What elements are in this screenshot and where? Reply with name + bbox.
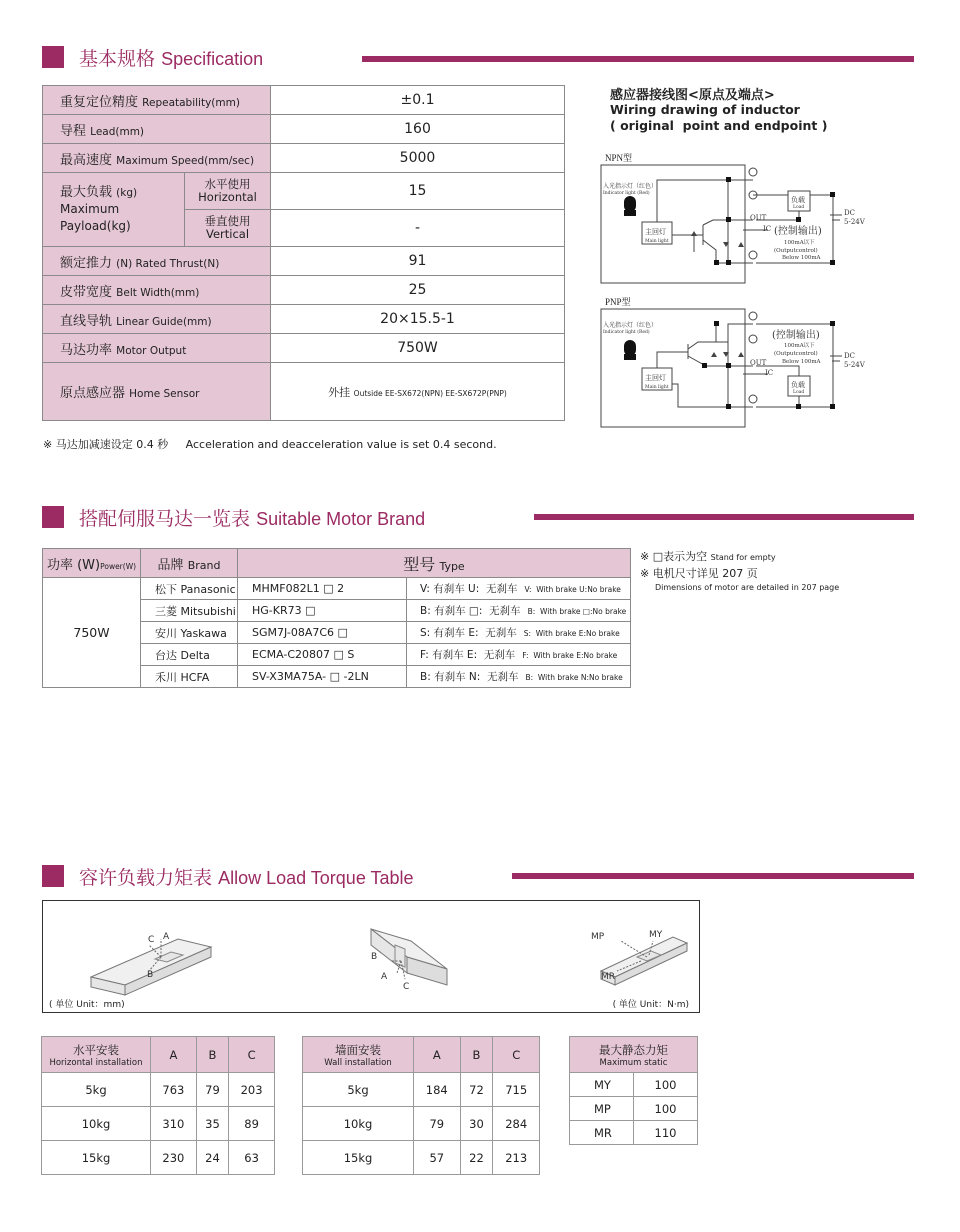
spec-label: 直线导轨 Linear Guide(mm): [43, 305, 271, 334]
spec-row: [43, 86, 565, 115]
brand-cell: 松下 Panasonic: [141, 578, 238, 600]
svg-text:Indicator light (Red): Indicator light (Red): [603, 330, 650, 335]
svg-text:C: C: [403, 982, 410, 992]
col-a: A: [414, 1037, 461, 1073]
col-c: C: [493, 1037, 540, 1073]
horizontal-torque-table: [41, 1036, 275, 1175]
table-row: 15kg 57 22 213: [303, 1141, 540, 1175]
spec-value: 5000: [271, 144, 565, 173]
motor-table: [42, 548, 631, 688]
section-rule: [534, 514, 914, 520]
svg-text:100mA以下: 100mA以下: [784, 240, 815, 246]
motor-header-row: [43, 549, 631, 578]
brand-cell: 台达 Delta: [141, 644, 238, 666]
svg-text:(Outputcontrol): (Outputcontrol): [774, 351, 818, 357]
power-value: 750W: [43, 578, 141, 688]
title-en: Specification: [161, 49, 264, 69]
svg-text:Main light: Main light: [645, 385, 669, 390]
payload-vertical-label: 垂直使用 Vertical: [185, 210, 271, 247]
svg-text:(Outputcontrol): (Outputcontrol): [774, 248, 818, 254]
col-a: A: [151, 1037, 197, 1073]
power-header: 功率 (W)Power(W): [43, 549, 141, 578]
spec-row: [43, 247, 565, 276]
wall-header: 墙面安装 Wall installation: [303, 1037, 414, 1073]
spec-value: 25: [271, 276, 565, 305]
motor-note-2-en: Dimensions of motor are detailed in 207 page: [655, 583, 840, 592]
svg-text:C: C: [148, 935, 155, 945]
svg-text:MR: MR: [601, 972, 616, 982]
spec-row: [43, 276, 565, 305]
svg-text:Below 100mA: Below 100mA: [782, 255, 821, 261]
unit-nm: ( 单位 Unit：N·m): [612, 1000, 689, 1010]
pnp-wiring-diagram: [598, 304, 878, 430]
table-row: 10kg 79 30 284: [303, 1107, 540, 1141]
col-b: B: [196, 1037, 228, 1073]
table-row: MR 110: [570, 1121, 698, 1145]
svg-text:OUT: OUT: [750, 214, 767, 222]
brand-cell: 禾川 HCFA: [141, 666, 238, 688]
table-row: 5kg 184 72 715: [303, 1073, 540, 1107]
spec-value: 160: [271, 115, 565, 144]
svg-text:Main light: Main light: [645, 239, 669, 244]
brake-cell: B: 有刹车 □: 无刹车 B: With brake □:No brake: [407, 600, 631, 622]
static-header: 最大静态力矩 Maximum static: [570, 1037, 698, 1073]
table-row: 10kg 310 35 89: [42, 1107, 275, 1141]
wiring-title-cn: 感应器接线图<原点及端点>: [610, 88, 775, 103]
npn-wiring-diagram: [598, 160, 878, 286]
motor-note-2: ※ 电机尺寸详见 207 页: [640, 567, 758, 580]
spec-table: [42, 85, 565, 421]
model-cell: HG-KR73 □: [238, 600, 407, 622]
col-c: C: [229, 1037, 275, 1073]
svg-text:入光指示灯（红色）: 入光指示灯（红色）: [603, 322, 658, 329]
svg-text:5-24V: 5-24V: [844, 218, 865, 226]
brand-cell: 三菱 Mitsubishi: [141, 600, 238, 622]
spec-value: ±0.1: [271, 86, 565, 115]
spec-label: 额定推力 (N) Rated Thrust(N): [43, 247, 271, 276]
model-cell: SV-X3MA75A- □ -2LN: [238, 666, 407, 688]
spec-value: 91: [271, 247, 565, 276]
table-row: 5kg 763 79 203: [42, 1073, 275, 1107]
section-rule: [362, 56, 914, 62]
svg-text:Load: Load: [793, 205, 805, 210]
svg-text:A: A: [163, 932, 170, 942]
spec-row: [43, 334, 565, 363]
svg-text:B: B: [147, 970, 154, 980]
svg-text:5-24V: 5-24V: [844, 361, 865, 369]
svg-text:Indicator light (Red): Indicator light (Red): [603, 191, 650, 196]
wiring-title-en2: ( original point and endpoint ): [610, 118, 828, 133]
section-marker: [42, 46, 64, 68]
table-row: MP 100: [570, 1097, 698, 1121]
horizontal-header: 水平安装 Horizontal installation: [42, 1037, 151, 1073]
npn-label: NPN型: [605, 153, 633, 163]
type-header: 型号 Type: [238, 549, 631, 578]
spec-label: 原点感应器 Home Sensor: [43, 363, 271, 421]
spec-label: 重复定位精度 Repeatability(mm): [43, 86, 271, 115]
svg-text:OUT: OUT: [750, 359, 767, 367]
svg-text:IC: IC: [763, 225, 772, 233]
spec-label: 最高速度 Maximum Speed(mm/sec): [43, 144, 271, 173]
unit-mm: ( 单位 Unit：mm): [49, 1000, 125, 1010]
svg-text:(控制输出): (控制输出): [772, 330, 820, 341]
horizontal-install-drawing: [83, 927, 223, 997]
svg-text:A: A: [381, 972, 388, 982]
section-rule: [512, 873, 914, 879]
model-cell: MHMF082L1 □ 2: [238, 578, 407, 600]
svg-text:主回灯: 主回灯: [645, 228, 666, 236]
brand-cell: 安川 Yaskawa: [141, 622, 238, 644]
spec-value: -: [271, 210, 565, 247]
payload-label: 最大负载 (kg) Maximum Payload(kg): [43, 173, 185, 247]
svg-text:IC: IC: [765, 369, 774, 377]
section-marker: [42, 865, 64, 887]
spec-row-payload: [43, 173, 565, 210]
torque-section-title: 容许负载力矩表 Allow Load Torque Table: [79, 867, 414, 889]
payload-horizontal-label: 水平使用 Horizontal: [185, 173, 271, 210]
torque-diagram-box: [42, 900, 700, 1013]
table-row: [43, 578, 631, 600]
spec-section-title: [79, 44, 263, 71]
svg-text:B: B: [371, 952, 378, 962]
col-b: B: [460, 1037, 493, 1073]
spec-value: 20×15.5-1: [271, 305, 565, 334]
svg-text:MY: MY: [649, 930, 663, 940]
motor-section-title: 搭配伺服马达一览表 Suitable Motor Brand: [79, 508, 426, 530]
brake-cell: B: 有刹车 N: 无刹车 B: With brake N:No brake: [407, 666, 631, 688]
pnp-label: PNP型: [605, 297, 631, 307]
svg-text:主回灯: 主回灯: [645, 374, 666, 382]
spec-label: 马达功率 Motor Output: [43, 334, 271, 363]
table-header-row: [303, 1037, 540, 1073]
table-row: MY 100: [570, 1073, 698, 1097]
model-cell: SGM7J-08A7C6 □: [238, 622, 407, 644]
svg-text:100mA以下: 100mA以下: [784, 343, 815, 349]
table-header-row: [42, 1037, 275, 1073]
spec-value: 15: [271, 173, 565, 210]
svg-text:入光指示灯（红色）: 入光指示灯（红色）: [603, 183, 658, 190]
svg-text:Load: Load: [793, 390, 805, 395]
static-moment-table: [569, 1036, 698, 1145]
spec-row: [43, 115, 565, 144]
svg-text:DC: DC: [844, 352, 855, 360]
spec-label: 皮带宽度 Belt Width(mm): [43, 276, 271, 305]
motor-note-1: ※ □表示为空 Stand for empty: [640, 550, 776, 563]
svg-text:DC: DC: [844, 209, 855, 217]
wall-torque-table: [302, 1036, 540, 1175]
brake-cell: S: 有刹车 E: 无刹车 S: With brake E:No brake: [407, 622, 631, 644]
spec-note: ※ 马达加减速设定 0.4 秒 Acceleration and deacceleration value is set 0.4 second.: [43, 438, 497, 451]
wall-install-drawing: [361, 921, 501, 1001]
svg-text:(控制输出): (控制输出): [774, 226, 822, 237]
brake-cell: F: 有刹车 E: 无刹车 F: With brake E:No brake: [407, 644, 631, 666]
svg-text:Below 100mA: Below 100mA: [782, 359, 821, 365]
spec-row: [43, 363, 565, 421]
spec-label: 导程 Lead(mm): [43, 115, 271, 144]
svg-text:MP: MP: [591, 932, 605, 942]
spec-value: 外挂 Outside EE-SX672(NPN) EE-SX672P(PNP): [271, 363, 565, 421]
spec-row: [43, 144, 565, 173]
svg-text:负载: 负载: [791, 196, 805, 204]
static-moment-drawing: [591, 925, 691, 995]
model-cell: ECMA-C20807 □ S: [238, 644, 407, 666]
brand-header: 品牌 Brand: [141, 549, 238, 578]
table-row: 15kg 230 24 63: [42, 1141, 275, 1175]
spec-row: [43, 305, 565, 334]
table-header-row: [570, 1037, 698, 1073]
brake-cell: V: 有刹车 U: 无刹车 V: With brake U:No brake: [407, 578, 631, 600]
title-cn: 基本规格: [79, 48, 156, 70]
section-marker: [42, 506, 64, 528]
spec-value: 750W: [271, 334, 565, 363]
wiring-title-en: Wiring drawing of inductor: [610, 102, 800, 117]
svg-text:负载: 负载: [791, 381, 805, 389]
